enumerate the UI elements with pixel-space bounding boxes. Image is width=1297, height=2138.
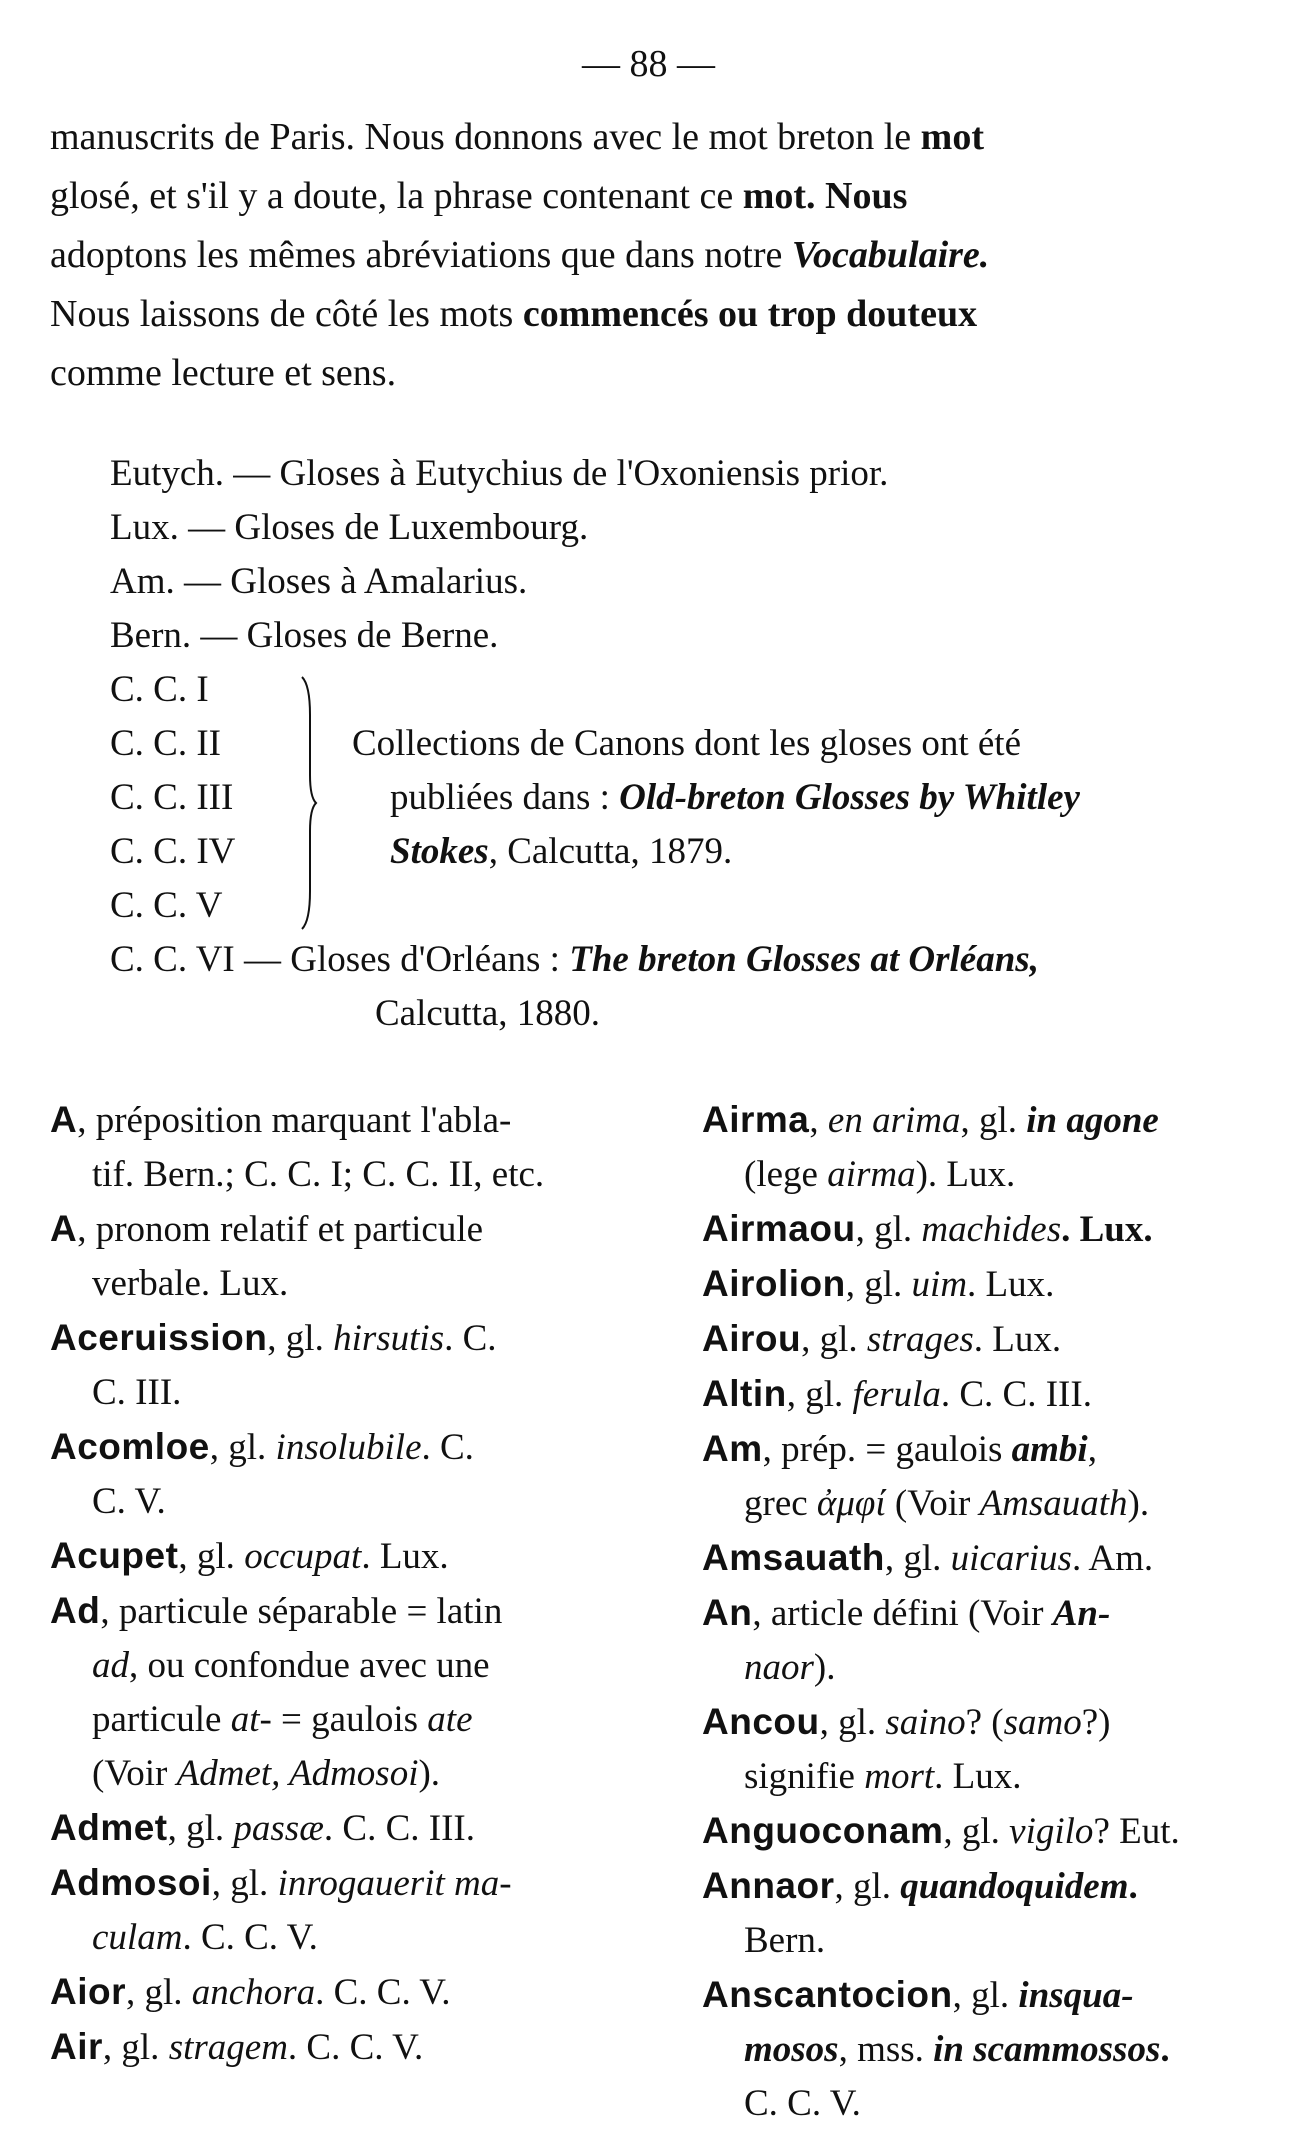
gloss: mosos (744, 2029, 839, 2070)
definition-continued: particule (92, 1699, 231, 1740)
intro-text: glosé, et s'il y a doute, la phrase contenant ce (50, 175, 743, 217)
source: Bern. (744, 1920, 826, 1961)
glossary-entry (50, 1093, 602, 1202)
definition: , gl. (884, 1538, 951, 1579)
canon-collections-group (110, 663, 1260, 933)
definition: , (809, 1100, 828, 1141)
definition-continued: (Voir (885, 1483, 980, 1524)
source: . C. C. III. (323, 1808, 475, 1849)
glossary-entry (702, 1093, 1260, 1202)
intro-line (50, 344, 1255, 403)
definition: , gl. (952, 1975, 1019, 2016)
gloss: machides (921, 1209, 1062, 1250)
gloss: ad (92, 1645, 129, 1686)
intro-text: comme lecture et sens. (50, 352, 397, 394)
headword: Am (702, 1428, 763, 1469)
glossary-entry (50, 1202, 602, 1311)
definition: , gl. (126, 1972, 192, 2013)
page-number: — 88 — (582, 43, 715, 85)
gloss: uim (911, 1264, 968, 1305)
gloss: ferula (852, 1374, 941, 1415)
definition: , pronom relatif et particule (77, 1209, 484, 1250)
gloss: occupat (244, 1536, 362, 1577)
source: . C. (421, 1427, 474, 1468)
glossary-column-right (702, 1093, 1260, 2131)
cross-reference: Amsauath (979, 1483, 1128, 1524)
definition: , gl. (855, 1209, 922, 1250)
abbreviation-bern: Bern. — Gloses de Berne. (110, 615, 499, 656)
glossary-entry (702, 1312, 1260, 1367)
gloss: culam (92, 1917, 183, 1958)
headword: Acupet (50, 1535, 179, 1576)
manuscript-reading: in scammossos (933, 2029, 1161, 2070)
description-line (352, 771, 1297, 825)
headword: Annaor (702, 1865, 835, 1906)
definition: , gl. (845, 1264, 912, 1305)
definition: , gl. (960, 1100, 1027, 1141)
abbreviation-am: Am. — Gloses à Amalarius. (110, 561, 528, 602)
definition: , gl. (167, 1808, 234, 1849)
intro-text: manuscrits de Paris. Nous donnons avec le mot breton le (50, 116, 921, 158)
definition: , gl. (786, 1374, 853, 1415)
headword: Ad (50, 1590, 101, 1631)
source: . C. C. V. (287, 2027, 424, 2068)
definition-continued: ). (418, 1753, 441, 1794)
glossary-entry (702, 1695, 1260, 1804)
definition: ? ( (965, 1702, 1004, 1743)
definition: , article défini (Voir (752, 1593, 1053, 1634)
intro-text-bold: mot (920, 116, 984, 158)
source: . C. C. III. (940, 1374, 1092, 1415)
glossary-entry (50, 1420, 602, 1529)
definition: , (1087, 1429, 1097, 1470)
intro-text: Nous laissons de côté les mots (50, 293, 523, 335)
source: . C. C. V. (315, 1972, 451, 2013)
source: . Lux. (361, 1536, 449, 1577)
source: . C. (444, 1318, 497, 1359)
description-title: Stokes (390, 831, 489, 872)
definition-continued: = gaulois (271, 1699, 428, 1740)
canon-collection-labels (110, 663, 290, 933)
glossary-entry (702, 1804, 1260, 1859)
canon-collection-label: C. C. V (110, 885, 223, 926)
gloss: in agone (1026, 1100, 1159, 1141)
intro-line (50, 285, 1255, 344)
glossary-entry (702, 1257, 1260, 1312)
description-text: , Calcutta, 1879. (488, 831, 733, 872)
gloss: vigilo (1009, 1811, 1094, 1852)
gloss: ambi (1011, 1429, 1088, 1470)
description-line (352, 825, 1297, 879)
abbreviation-list (110, 447, 1260, 1041)
headword: A (50, 1099, 78, 1140)
definition-continued: . (1160, 2029, 1170, 2070)
headword: Anguoconam (702, 1810, 944, 1851)
source: ). Lux. (915, 1154, 1016, 1195)
definition-continued: grec (744, 1483, 817, 1524)
headword: Amsauath (702, 1537, 885, 1578)
definition: , gl. (801, 1319, 867, 1360)
definition: , gl. (943, 1811, 1010, 1852)
glossary-entry (702, 1586, 1260, 1695)
headword: Anscantocion (702, 1974, 953, 2015)
headword: Admosoi (50, 1862, 212, 1903)
intro-paragraph (50, 108, 1255, 403)
gloss: strages (866, 1319, 974, 1360)
gloss: ate (427, 1699, 473, 1740)
gloss: airma (827, 1154, 916, 1195)
headword: Admet (50, 1807, 168, 1848)
glossary-entry (702, 1422, 1260, 1531)
definition-continued: ). (813, 1647, 836, 1688)
canon-collections-description (352, 717, 1297, 879)
glossary-entry (702, 1968, 1260, 2131)
glossary-entry (50, 1584, 602, 1801)
source: . C. C. V. (182, 1917, 318, 1958)
intro-text-italic: Vocabulaire. (791, 234, 990, 276)
definition: , préposition marquant l'abla- (77, 1100, 512, 1141)
headword: Air (50, 2026, 103, 2067)
glossary-entry (702, 1202, 1260, 1257)
intro-line (50, 167, 1255, 226)
cc6-title: The breton Glosses at Orléans, (569, 939, 1039, 980)
abbreviation-eutych: Eutych. — Gloses à Eutychius de l'Oxoniensis prior. (110, 453, 889, 494)
glossary-entry (50, 1965, 602, 2020)
headword: An (702, 1592, 753, 1633)
greek-word: ἀμφί (816, 1483, 886, 1524)
intro-line (50, 108, 1255, 167)
headword: Ancou (702, 1701, 820, 1742)
abbreviation-lux: Lux. — Gloses de Luxembourg. (110, 507, 589, 548)
description-line: Collections de Canons dont les gloses ont été (352, 723, 1021, 764)
description-title: Old-breton Glosses by Whitley (619, 777, 1080, 818)
gloss: inrogauerit ma- (277, 1863, 512, 1904)
gloss: hirsutis (333, 1318, 445, 1359)
cross-reference: Admet, Admosoi (176, 1753, 419, 1794)
cross-reference: An- (1052, 1593, 1111, 1634)
gloss: at- (230, 1699, 272, 1740)
source: . Am. (1071, 1538, 1154, 1579)
definition: . (1128, 1866, 1138, 1907)
canon-collection-label: C. C. II (110, 723, 221, 764)
source: ? Eut. (1093, 1811, 1180, 1852)
abbreviation-cc6 (110, 933, 1260, 987)
intro-text-bold: mot. Nous (742, 175, 908, 217)
definition-continued: , ou confondue avec une (129, 1645, 490, 1686)
intro-text-bold: commencés ou trop douteux (522, 293, 978, 335)
cross-reference: naor (744, 1647, 814, 1688)
gloss: samo (1003, 1702, 1082, 1743)
gloss: anchora (191, 1972, 316, 2013)
headword: Aceruission (50, 1317, 268, 1358)
gloss: saino (885, 1702, 966, 1743)
definition: , gl. (819, 1702, 886, 1743)
cc6-text: C. C. VI — Gloses d'Orléans : (110, 939, 570, 980)
definition-continued: ). (1127, 1483, 1150, 1524)
definition-continued: C. III. (92, 1372, 182, 1413)
headword: A (50, 1208, 78, 1249)
brace-icon (298, 675, 318, 931)
glossary-entry (50, 1801, 602, 1856)
glossary-entry (702, 1859, 1260, 1968)
definition: , gl. (209, 1427, 276, 1468)
definition: ?) (1081, 1702, 1111, 1743)
definition: , gl. (267, 1318, 334, 1359)
gloss: en arima (827, 1100, 961, 1141)
intro-line (50, 226, 1255, 285)
headword: Airma (702, 1099, 810, 1140)
definition-continued: signifie (744, 1756, 865, 1797)
headword: Airou (702, 1318, 802, 1359)
definition-continued: C. V. (92, 1481, 166, 1522)
definition: , gl. (178, 1536, 245, 1577)
glossary-entry (50, 1529, 602, 1584)
intro-text: adoptons les mêmes abréviations que dans notre (50, 234, 792, 276)
gloss: insolubile (275, 1427, 422, 1468)
abbreviation-cc6-continued: Calcutta, 1880. (375, 993, 601, 1034)
source: . Lux. (1061, 1209, 1153, 1250)
definition-continued: verbale. Lux. (92, 1263, 289, 1304)
source: . Lux. (967, 1264, 1055, 1305)
headword: Acomloe (50, 1426, 210, 1467)
glossary-column-left (50, 1093, 602, 2075)
headword: Airolion (702, 1263, 846, 1304)
definition-continued: (lege (744, 1154, 828, 1195)
definition: , prép. = gaulois (762, 1429, 1012, 1470)
glossary-entry (50, 2020, 602, 2075)
definition-continued: (Voir (92, 1753, 177, 1794)
glossary-entry (50, 1856, 602, 1965)
canon-collection-label: C. C. I (110, 669, 209, 710)
glossary-entry (702, 1531, 1260, 1586)
gloss: insqua- (1018, 1975, 1134, 2016)
headword: Altin (702, 1373, 787, 1414)
gloss: uicarius (950, 1538, 1072, 1579)
definition: , gl. (102, 2027, 169, 2068)
definition: , particule séparable = latin (100, 1591, 503, 1632)
headword: Aior (50, 1971, 126, 2012)
gloss: quandoquidem (900, 1866, 1129, 1907)
gloss: mort (864, 1756, 935, 1797)
source: C. C. V. (744, 2083, 861, 2124)
definition-continued: , mss. (838, 2029, 934, 2070)
canon-collection-label: C. C. III (110, 777, 234, 818)
definition: , gl. (834, 1866, 901, 1907)
source: . Lux. (973, 1319, 1062, 1360)
glossary-entry (50, 1311, 602, 1420)
gloss: stragem (168, 2027, 288, 2068)
canon-collection-label: C. C. IV (110, 831, 236, 872)
glossary-entry (702, 1367, 1260, 1422)
definition-continued: tif. Bern.; C. C. I; C. C. II, etc. (92, 1154, 545, 1195)
description-text: publiées dans : (390, 777, 620, 818)
gloss: passæ (233, 1808, 324, 1849)
source: . Lux. (934, 1756, 1022, 1797)
headword: Airmaou (702, 1208, 856, 1249)
definition: , gl. (211, 1863, 278, 1904)
